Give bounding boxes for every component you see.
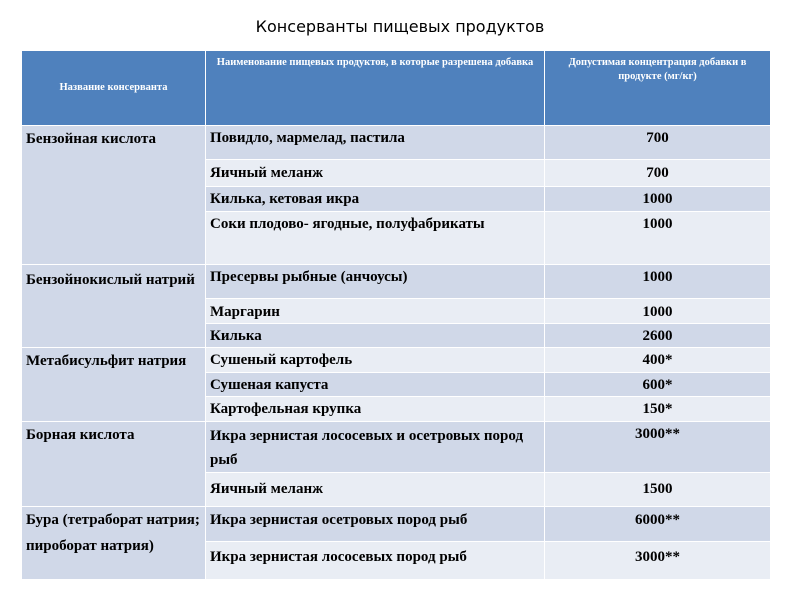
page-title: Консерванты пищевых продуктов: [255, 17, 545, 36]
preservatives-table: [21, 50, 771, 580]
table-row: [22, 422, 771, 473]
agent-cell: Метабисульфит натрия: [22, 348, 206, 422]
value-cell: 3000**: [545, 422, 771, 473]
header-agent: Название консерванта: [22, 51, 206, 126]
value-cell: 1000: [545, 212, 771, 265]
product-cell: Пресервы рыбные (анчоусы): [206, 265, 545, 299]
agent-cell: Бензойнокислый натрий: [22, 265, 206, 348]
product-cell: Повидло, мармелад, пастила: [206, 126, 545, 160]
value-cell: 1000: [545, 265, 771, 299]
agent-cell: Бура (тетраборат натрия; пироборат натрия): [22, 507, 206, 580]
agent-cell: Борная кислота: [22, 422, 206, 507]
value-cell: 1000: [545, 187, 771, 212]
product-cell: Икра зернистая лососевых пород рыб: [206, 542, 545, 580]
product-cell: Сушеный картофель: [206, 348, 545, 373]
product-cell: Сушеная капуста: [206, 373, 545, 397]
value-cell: 1500: [545, 473, 771, 507]
product-cell: Килька: [206, 324, 545, 348]
header-product: Наименование пищевых продуктов, в которые разрешена добавка: [206, 51, 545, 126]
product-cell: Килька, кетовая икра: [206, 187, 545, 212]
product-cell: Маргарин: [206, 299, 545, 324]
product-cell: Икра зернистая осетровых пород рыб: [206, 507, 545, 542]
agent-cell: Бензойная кислота: [22, 126, 206, 265]
table-row: [22, 507, 771, 542]
value-cell: 6000**: [545, 507, 771, 542]
value-cell: 700: [545, 126, 771, 160]
product-cell: Яичный меланж: [206, 160, 545, 187]
value-cell: 1000: [545, 299, 771, 324]
table-header-row: [22, 51, 771, 126]
value-cell: 600*: [545, 373, 771, 397]
value-cell: 400*: [545, 348, 771, 373]
header-concentration: Допустимая концентрация добавки в продукте (мг/кг): [545, 51, 771, 126]
product-cell: Картофельная крупка: [206, 397, 545, 422]
value-cell: 2600: [545, 324, 771, 348]
value-cell: 150*: [545, 397, 771, 422]
product-cell: Икра зернистая лососевых и осетровых пород рыб: [206, 422, 545, 473]
table-row: [22, 265, 771, 299]
product-cell: Соки плодово- ягодные, полуфабрикаты: [206, 212, 545, 265]
table-row: [22, 348, 771, 373]
table-row: [22, 126, 771, 160]
value-cell: 3000**: [545, 542, 771, 580]
product-cell: Яичный меланж: [206, 473, 545, 507]
value-cell: 700: [545, 160, 771, 187]
